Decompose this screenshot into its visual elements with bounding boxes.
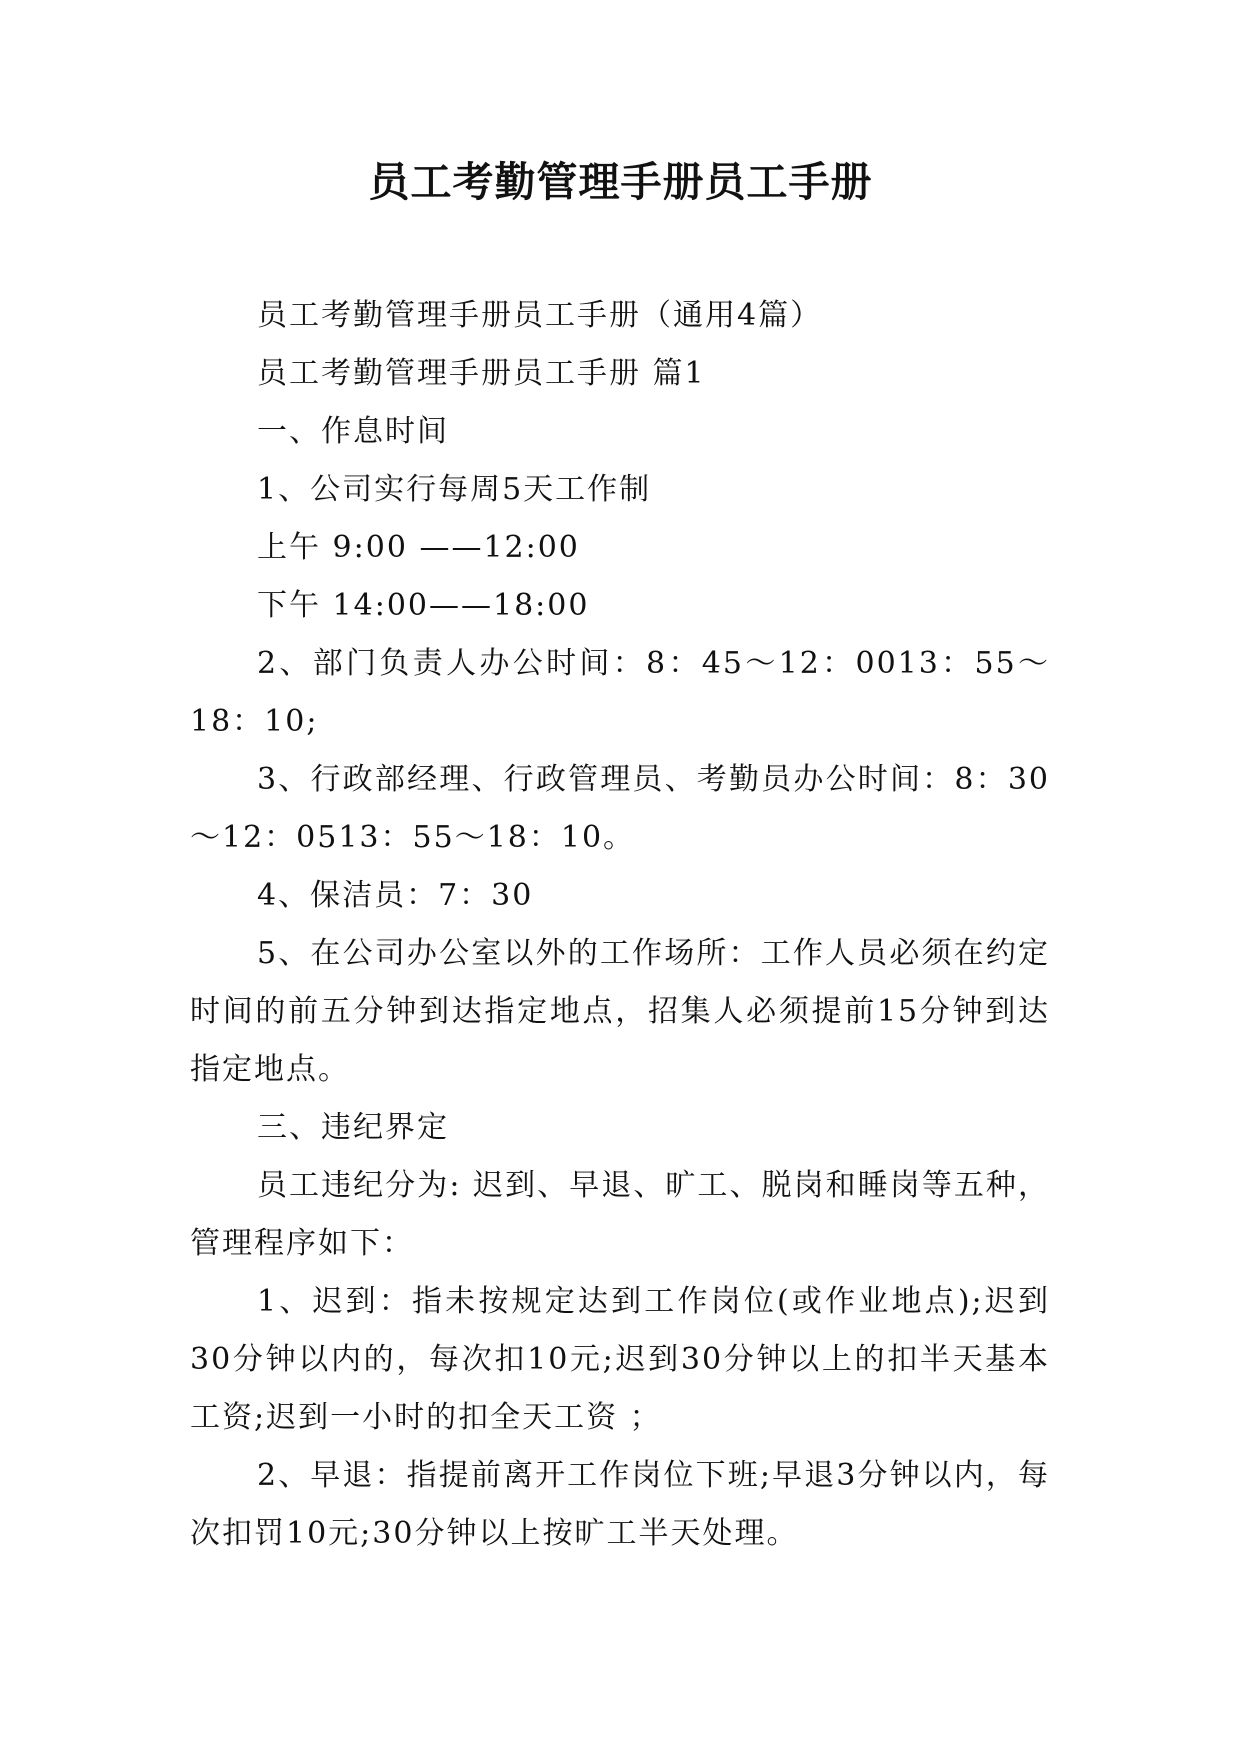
paragraph-late-rule: 1、迟到：指未按规定达到工作岗位(或作业地点);迟到30分钟以内的，每次扣10元;迟到30分钟以上的扣半天基本工资;迟到一小时的扣全天工资 ； [190, 1284, 1050, 1435]
paragraph-subtitle: 员工考勤管理手册员工手册（通用4篇） [257, 298, 823, 333]
paragraph-afternoon-hours: 下午 14:00——18:00 [257, 588, 590, 623]
paragraph-cleaner-hours: 4、保洁员：7：30 [257, 878, 534, 913]
document-body [190, 287, 1050, 1563]
paragraph-violation-types: 员工违纪分为: 迟到、早退、旷工、脱岗和睡岗等五种，管理程序如下： [190, 1168, 1050, 1261]
document-title: 员工考勤管理手册员工手册 [368, 158, 873, 206]
paragraph-heading-violations: 三、违纪界定 [257, 1110, 449, 1145]
paragraph-dept-head-hours: 2、部门负责人办公时间：8：45～12：0013：55～18：10; [190, 646, 1050, 739]
paragraph-early-leave-rule: 2、早退：指提前离开工作岗位下班;早退3分钟以内，每次扣罚10元;30分钟以上按旷工半天处理。 [190, 1458, 1050, 1551]
paragraph-work-week: 1、公司实行每周5天工作制 [257, 472, 652, 507]
paragraph-section-heading: 员工考勤管理手册员工手册 篇1 [257, 356, 706, 391]
paragraph-offsite-rule: 5、在公司办公室以外的工作场所：工作人员必须在约定时间的前五分钟到达指定地点，招集人必须提前15分钟到达指定地点。 [190, 936, 1050, 1087]
paragraph-heading-work-hours: 一、作息时间 [257, 414, 449, 449]
paragraph-morning-hours: 上午 9:00 ——12:00 [257, 530, 580, 565]
paragraph-admin-hours: 3、行政部经理、行政管理员、考勤员办公时间：8：30～12：0513：55～18：10。 [190, 762, 1050, 855]
